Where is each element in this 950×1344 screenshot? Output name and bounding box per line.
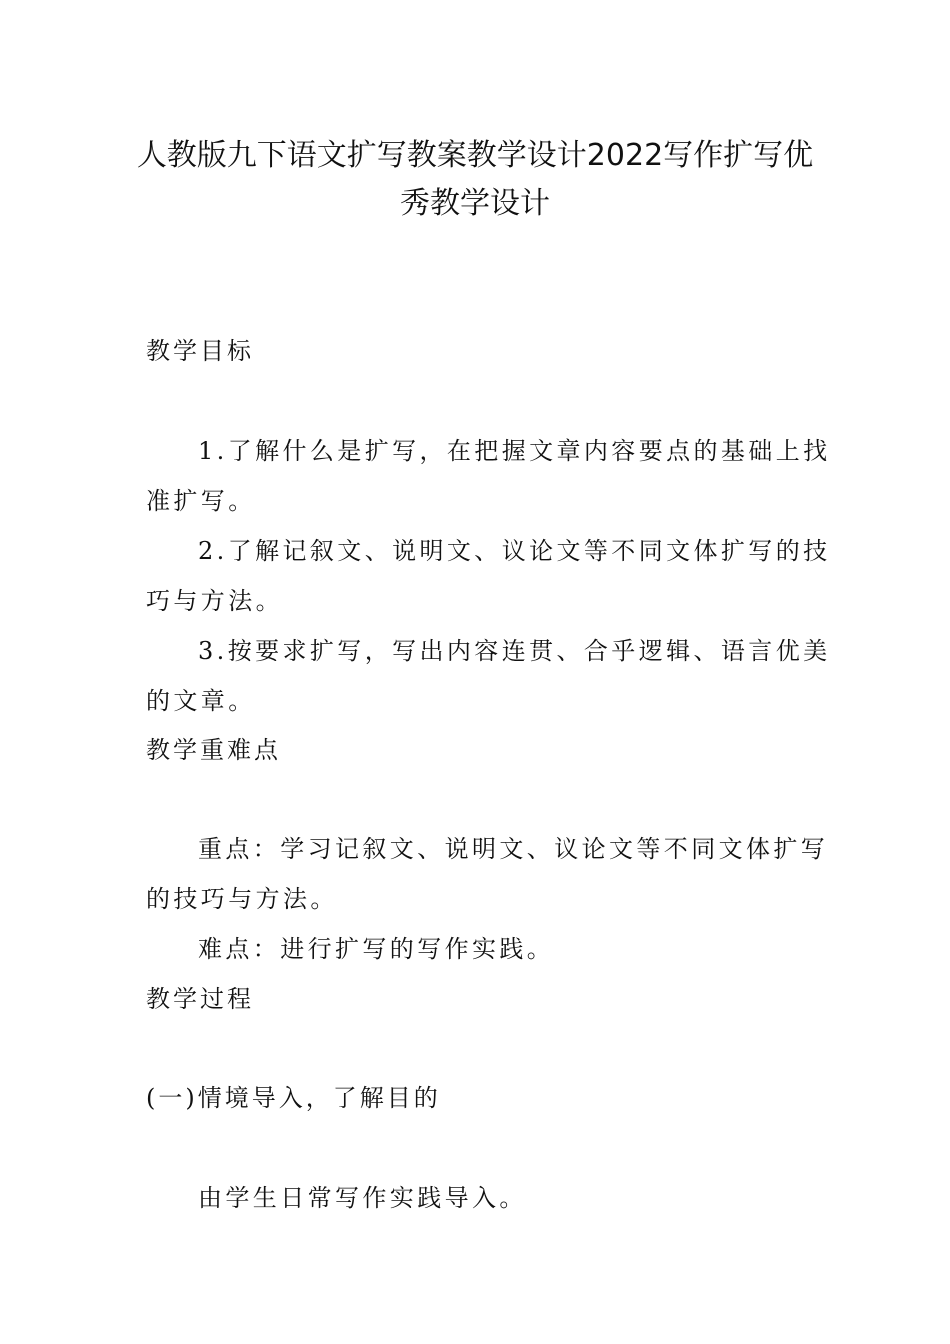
introduction-paragraph: 由学生日常写作实践导入。 xyxy=(198,1184,527,1212)
difficult-point: 难点：进行扩写的写作实践。 xyxy=(198,935,555,963)
subheading-situation-introduction: (一)情境导入，了解目的 xyxy=(146,1084,441,1112)
heading-teaching-objectives: 教学目标 xyxy=(146,337,254,365)
objective-3-line-2: 的文章。 xyxy=(146,687,256,715)
title-line-1: 人教版九下语文扩写教案教学设计2022写作扩写优 xyxy=(136,138,814,173)
objective-1-line-2: 准扩写。 xyxy=(146,487,256,515)
objective-2-line-2: 巧与方法。 xyxy=(146,587,283,615)
heading-key-difficult-points: 教学重难点 xyxy=(146,736,281,764)
heading-teaching-process: 教学过程 xyxy=(146,985,254,1013)
document-title xyxy=(130,132,820,228)
title-line-2: 秀教学设计 xyxy=(400,186,550,221)
key-point-line-2: 的技巧与方法。 xyxy=(146,885,338,913)
objective-2-line-1: 2.了解记叙文、说明文、议论文等不同文体扩写的技 xyxy=(198,537,831,565)
key-point-line-1: 重点：学习记叙文、说明文、议论文等不同文体扩写 xyxy=(198,835,829,863)
objective-1-line-1: 1.了解什么是扩写，在把握文章内容要点的基础上找 xyxy=(198,437,831,465)
objective-3-line-1: 3.按要求扩写，写出内容连贯、合乎逻辑、语言优美 xyxy=(198,637,831,665)
